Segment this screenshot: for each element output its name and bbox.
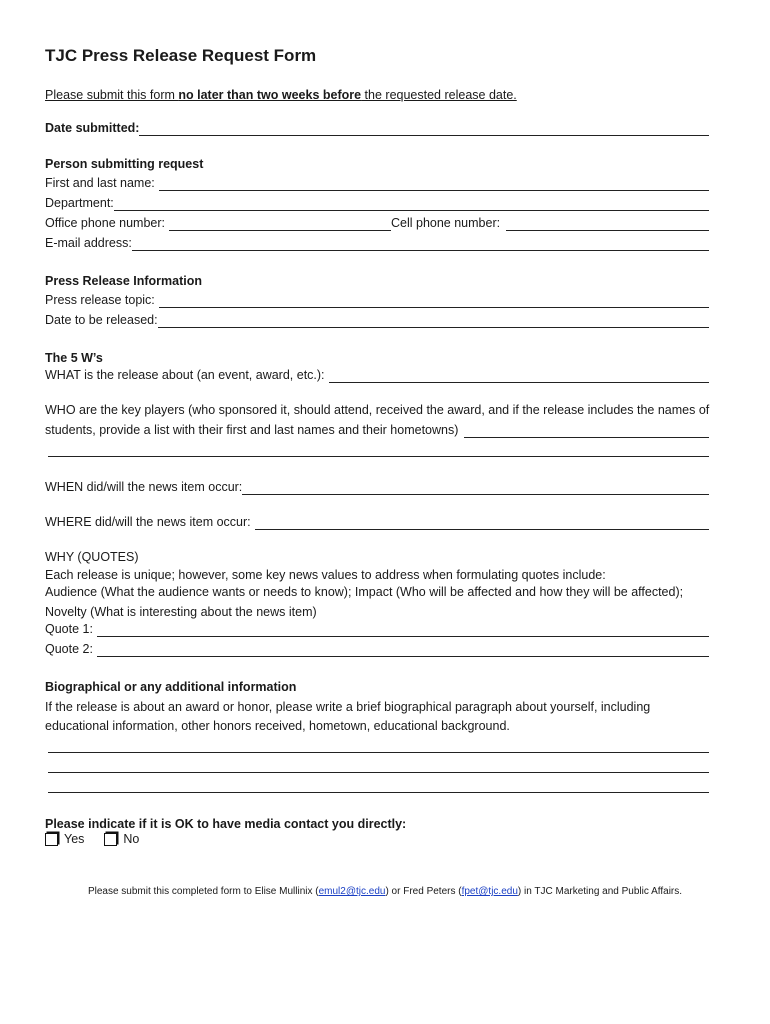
when-input-line[interactable] bbox=[242, 480, 709, 495]
why-text-line1: Each release is unique; however, some key news values to address when formulating quotes include: bbox=[45, 568, 606, 582]
quote2-input-line[interactable] bbox=[97, 642, 709, 657]
who-text-line1: WHO are the key players (who sponsored it, should attend, received the award, and if the release includes the names of bbox=[45, 403, 710, 417]
release-info-heading: Press Release Information bbox=[45, 274, 203, 288]
release-date-field[interactable] bbox=[45, 311, 709, 331]
footer-text-post: ) in TJC Marketing and Public Affairs. bbox=[517, 886, 683, 897]
name-input-line[interactable] bbox=[159, 176, 709, 191]
no-label: No bbox=[123, 832, 140, 846]
department-label: Department: bbox=[45, 196, 114, 210]
release-topic-label: Press release topic: bbox=[45, 293, 155, 307]
page-title: TJC Press Release Request Form bbox=[45, 46, 317, 65]
release-topic-field[interactable] bbox=[45, 291, 709, 311]
name-field[interactable] bbox=[45, 174, 709, 194]
phone-fields-row bbox=[45, 214, 709, 234]
when-field[interactable] bbox=[45, 478, 709, 498]
quote2-field[interactable] bbox=[45, 640, 709, 660]
bio-input-line-2[interactable] bbox=[48, 771, 709, 773]
release-date-label: Date to be released: bbox=[45, 313, 158, 327]
no-checkbox[interactable] bbox=[104, 833, 117, 846]
who-text-line2: students, provide a list with their first and last names and their hometowns) bbox=[45, 423, 459, 437]
bio-heading: Biographical or any additional information bbox=[45, 680, 297, 694]
why-text-line3: Novelty (What is interesting about the news item) bbox=[45, 605, 317, 619]
footer-note bbox=[0, 886, 770, 897]
name-label: First and last name: bbox=[45, 176, 155, 190]
person-heading: Person submitting request bbox=[45, 157, 204, 171]
quote1-field[interactable] bbox=[45, 620, 709, 640]
date-submitted-input-line[interactable] bbox=[139, 121, 709, 136]
yes-checkbox[interactable] bbox=[45, 833, 58, 846]
bio-text-line1: If the release is about an award or honor, please write a brief biographical paragraph about yourself, including bbox=[45, 700, 651, 714]
what-field[interactable] bbox=[45, 366, 709, 386]
yes-option[interactable] bbox=[45, 832, 84, 846]
who-field[interactable] bbox=[45, 421, 709, 441]
intro-text-pre: Please submit this form bbox=[45, 88, 179, 102]
where-field[interactable] bbox=[45, 513, 709, 533]
why-heading: WHY (QUOTES) bbox=[45, 550, 139, 564]
department-input-line[interactable] bbox=[114, 196, 709, 211]
media-contact-options bbox=[45, 832, 159, 846]
date-submitted-field[interactable] bbox=[45, 119, 709, 139]
where-input-line[interactable] bbox=[255, 515, 709, 530]
email-label: E-mail address: bbox=[45, 236, 132, 250]
intro-text bbox=[45, 86, 517, 104]
footer-text-pre: Please submit this completed form to Elise Mullinix ( bbox=[87, 886, 319, 897]
no-option[interactable] bbox=[104, 832, 139, 846]
quote2-label: Quote 2: bbox=[45, 642, 93, 656]
date-submitted-label: Date submitted: bbox=[45, 121, 140, 135]
office-phone-label: Office phone number: bbox=[45, 216, 165, 230]
what-label: WHAT is the release about (an event, award, etc.): bbox=[45, 368, 325, 382]
five-ws-heading: The 5 W’s bbox=[45, 351, 103, 365]
who-input-extra-line[interactable] bbox=[48, 455, 709, 457]
bio-input-line-1[interactable] bbox=[48, 751, 709, 753]
bio-input-line-3[interactable] bbox=[48, 791, 709, 793]
quote1-label: Quote 1: bbox=[45, 622, 93, 636]
release-topic-input-line[interactable] bbox=[159, 293, 709, 308]
office-phone-input-line[interactable] bbox=[169, 216, 391, 231]
cell-phone-input-line[interactable] bbox=[506, 216, 709, 231]
where-label: WHERE did/will the news item occur: bbox=[45, 515, 251, 529]
when-label: WHEN did/will the news item occur: bbox=[45, 480, 243, 494]
cell-phone-label: Cell phone number: bbox=[390, 216, 501, 230]
intro-text-bold: no later than two weeks before bbox=[178, 88, 362, 102]
why-text-line2: Audience (What the audience wants or needs to know); Impact (Who will be affected and how they will be affected); bbox=[45, 585, 684, 599]
media-contact-heading: Please indicate if it is OK to have media contact you directly: bbox=[45, 817, 407, 831]
footer-text-mid: ) or Fred Peters ( bbox=[385, 886, 462, 897]
intro-text-post: the requested release date. bbox=[361, 88, 517, 102]
email-input-line[interactable] bbox=[132, 236, 709, 251]
bio-text-line2: educational information, other honors received, hometown, educational background. bbox=[45, 719, 510, 733]
release-date-input-line[interactable] bbox=[158, 313, 709, 328]
department-field[interactable] bbox=[45, 194, 709, 214]
yes-label: Yes bbox=[64, 832, 85, 846]
quote1-input-line[interactable] bbox=[97, 622, 709, 637]
email-field[interactable] bbox=[45, 234, 709, 254]
email-link-elise[interactable]: emul2@tjc.edu bbox=[318, 886, 386, 897]
who-input-line[interactable] bbox=[464, 423, 709, 438]
what-input-line[interactable] bbox=[329, 368, 709, 383]
email-link-fred[interactable]: fpet@tjc.edu bbox=[461, 886, 518, 897]
